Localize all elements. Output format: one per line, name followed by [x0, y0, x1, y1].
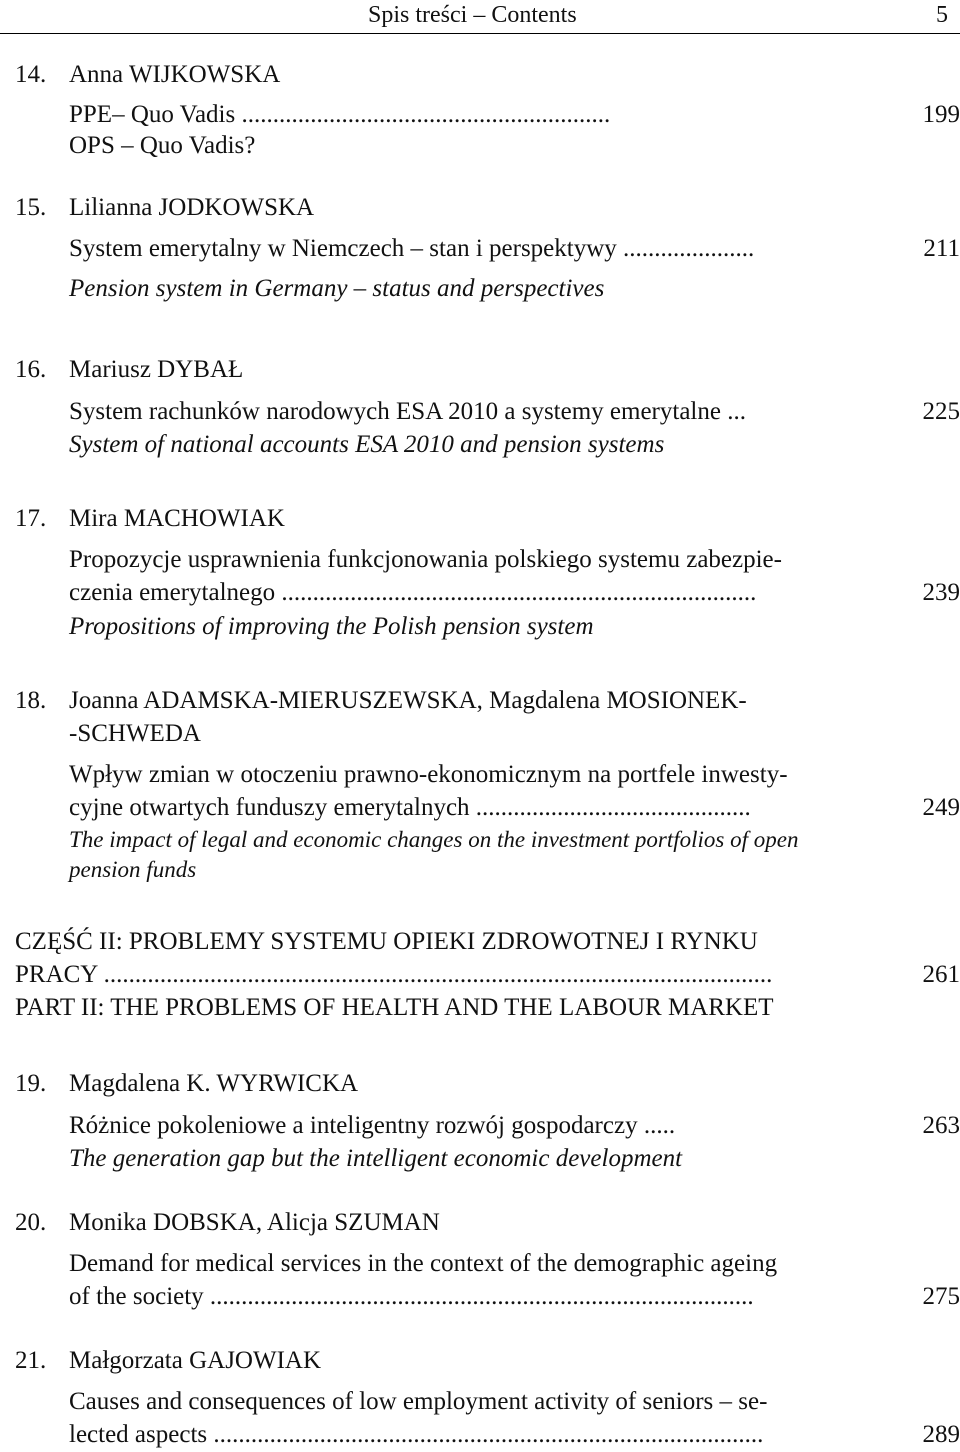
entry-title-line2: OPS – Quo Vadis?	[69, 132, 256, 159]
entry-number: 18.	[15, 687, 47, 714]
entry-title-line2: czenia emerytalnego ............................................................................	[69, 579, 757, 606]
entry-title-line2: lected aspects ........................................................................................	[69, 1421, 764, 1448]
entry-number: 14.	[15, 61, 47, 88]
entry-author: Magdalena K. WYRWICKA	[69, 1070, 359, 1097]
entry-page: 275	[922, 1283, 960, 1310]
entry-page: 239	[922, 579, 960, 606]
entry-title-english: The impact of legal and economic changes on the investment portfolios of open	[69, 827, 799, 852]
entry-page: 249	[922, 794, 960, 821]
entry-number: 19.	[15, 1070, 47, 1097]
entry-author: Małgorzata GAJOWIAK	[69, 1347, 322, 1374]
part-heading-line2: PRACY ...........................................................................................................	[15, 961, 773, 988]
entry-title: Causes and consequences of low employment activity of seniors – se-	[69, 1388, 768, 1415]
entry-page: 225	[922, 398, 960, 425]
entry-author: Mariusz DYBAŁ	[69, 356, 244, 383]
entry-number: 16.	[15, 356, 47, 383]
entry-title: System rachunków narodowych ESA 2010 a systemy emerytalne ...	[69, 398, 746, 425]
entry-number: 15.	[15, 194, 47, 221]
entry-title: System emerytalny w Niemczech – stan i perspektywy .....................	[69, 235, 755, 262]
part-heading-english: PART II: THE PROBLEMS OF HEALTH AND THE LABOUR MARKET	[15, 994, 774, 1021]
entry-title: Wpływ zmian w otoczeniu prawno-ekonomicznym na portfele inwesty-	[69, 761, 788, 788]
entry-number: 21.	[15, 1347, 47, 1374]
entry-number: 20.	[15, 1209, 47, 1236]
entry-title-line2: of the society .......................................................................................	[69, 1283, 754, 1310]
entry-page: 211	[923, 235, 960, 262]
entry-number: 17.	[15, 505, 47, 532]
entry-author: Monika DOBSKA, Alicja SZUMAN	[69, 1209, 440, 1236]
entry-author: Anna WIJKOWSKA	[69, 61, 281, 88]
entry-page: 289	[922, 1421, 960, 1448]
entry-title: Demand for medical services in the context of the demographic ageing	[69, 1250, 778, 1277]
part-heading: CZĘŚĆ II: PROBLEMY SYSTEMU OPIEKI ZDROWOTNEJ I RYNKU	[15, 928, 758, 955]
running-header-page-number: 5	[936, 2, 948, 28]
entry-title: Propozycje usprawnienia funkcjonowania polskiego systemu zabezpie-	[69, 546, 782, 573]
entry-title: PPE– Quo Vadis ...........................................................	[69, 101, 611, 128]
header-rule	[0, 33, 960, 34]
entry-author-line2: -SCHWEDA	[69, 720, 201, 747]
entry-author: Lilianna JODKOWSKA	[69, 194, 315, 221]
entry-title-english: System of national accounts ESA 2010 and pension systems	[69, 431, 665, 458]
part-page: 261	[922, 961, 960, 988]
entry-author: Joanna ADAMSKA-MIERUSZEWSKA, Magdalena MOSIONEK-	[69, 687, 747, 714]
entry-page: 263	[922, 1112, 960, 1139]
running-header-title: Spis treści – Contents	[368, 2, 577, 28]
entry-title: Różnice pokoleniowe a inteligentny rozwój gospodarczy .....	[69, 1112, 676, 1139]
entry-author: Mira MACHOWIAK	[69, 505, 285, 532]
entry-title-english-line2: pension funds	[69, 857, 197, 882]
entry-page: 199	[922, 101, 960, 128]
entry-title-english: Propositions of improving the Polish pension system	[69, 613, 594, 640]
entry-title-english: The generation gap but the intelligent economic development	[69, 1145, 683, 1172]
entry-title-english: Pension system in Germany – status and perspectives	[69, 275, 605, 302]
entry-title-line2: cyjne otwartych funduszy emerytalnych ............................................	[69, 794, 751, 821]
